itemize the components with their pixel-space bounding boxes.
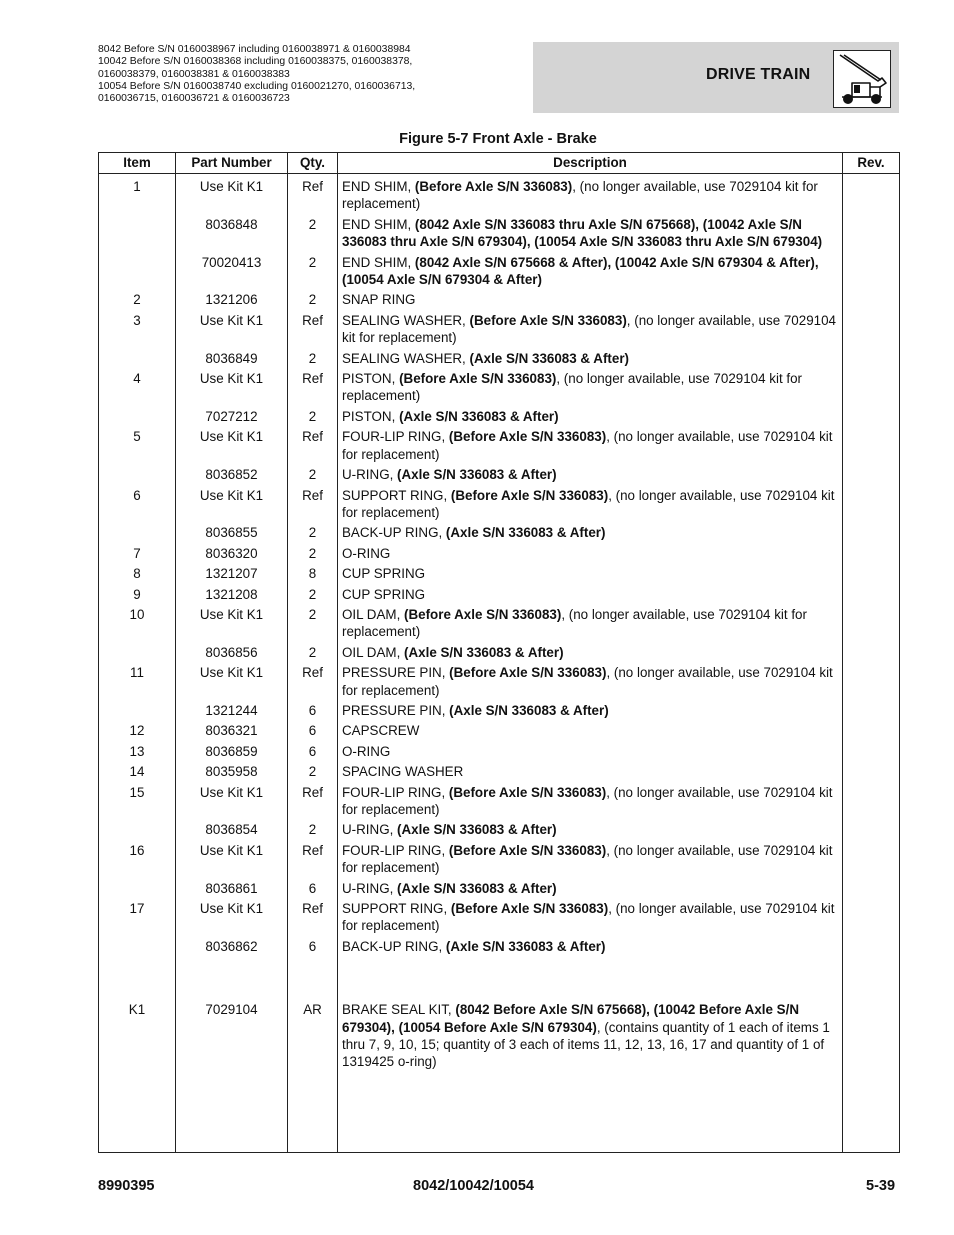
description-text: OIL DAM, — [342, 606, 405, 622]
qty-cell: 2 — [288, 407, 338, 427]
part-number-cell: Use Kit K1 — [176, 174, 288, 215]
qty-cell: Ref — [288, 899, 338, 937]
description-applicability: (Before Axle S/N 336083) — [448, 784, 607, 800]
description-cell — [338, 544, 843, 564]
qty-cell: 2 — [288, 544, 338, 564]
item-cell — [99, 253, 176, 291]
rev-cell — [843, 427, 900, 465]
rev-cell — [843, 311, 900, 349]
item-cell: 13 — [99, 742, 176, 762]
description-note: , (no longer available, use 7029104 kit for replacement) — [342, 312, 836, 346]
part-number-cell: 1321206 — [176, 290, 288, 310]
table-row — [99, 465, 900, 485]
qty-cell: Ref — [288, 369, 338, 407]
description-text: PISTON, — [342, 371, 400, 387]
description-text: BACK-UP RING, — [342, 525, 446, 541]
description-cell — [338, 349, 843, 369]
applicability-line: 10054 Before S/N 0160038740 excluding 0160021270, 0160036713, — [98, 80, 416, 92]
rev-cell — [843, 643, 900, 663]
item-cell — [99, 937, 176, 957]
description-note: , (no longer available, use 7029104 kit for replacement) — [342, 606, 807, 640]
qty-cell: 2 — [288, 253, 338, 291]
item-cell — [99, 349, 176, 369]
description-applicability: (Axle S/N 336083 & After) — [404, 644, 564, 660]
description-text: PRESSURE PIN, — [342, 702, 450, 718]
part-number-cell: Use Kit K1 — [176, 486, 288, 524]
table-row — [99, 1000, 900, 1073]
description-text: SNAP RING — [342, 292, 416, 308]
part-number-cell: 70020413 — [176, 253, 288, 291]
rev-cell — [843, 937, 900, 957]
item-cell: 3 — [99, 311, 176, 349]
rev-cell — [843, 174, 900, 215]
item-cell — [99, 701, 176, 721]
table-row — [99, 523, 900, 543]
rev-cell — [843, 605, 900, 643]
rev-cell — [843, 349, 900, 369]
part-number-cell: 8036859 — [176, 742, 288, 762]
description-text: CAPSCREW — [342, 723, 420, 739]
description-cell — [338, 215, 843, 253]
qty-cell: 6 — [288, 879, 338, 899]
column-header-rev: Rev. — [843, 153, 900, 174]
description-applicability: (Axle S/N 336083 & After) — [445, 938, 606, 954]
spacer-cell — [176, 957, 288, 1000]
part-number-cell: 8036848 — [176, 215, 288, 253]
description-applicability: (Axle S/N 336083 & After) — [399, 408, 559, 424]
footer-doc-number: 8990395 — [98, 1178, 155, 1194]
section-title: DRIVE TRAIN — [706, 66, 811, 83]
part-number-cell: Use Kit K1 — [176, 311, 288, 349]
description-text: O-RING — [342, 545, 391, 561]
description-cell — [338, 721, 843, 741]
applicability-line: 8042 Before S/N 0160038967 including 0160038971 & 0160038984 — [98, 44, 411, 55]
qty-cell: 2 — [288, 820, 338, 840]
qty-cell: 6 — [288, 701, 338, 721]
description-text: END SHIM, — [342, 216, 415, 232]
description-text: CUP SPRING — [342, 586, 426, 602]
table-row — [99, 290, 900, 310]
filler-row — [99, 1073, 900, 1153]
description-applicability: (Before Axle S/N 336083) — [448, 842, 607, 858]
description-cell — [338, 407, 843, 427]
rev-cell — [843, 783, 900, 821]
rev-cell — [843, 253, 900, 291]
parts-table-body — [99, 174, 900, 1153]
description-applicability: (8042 Axle S/N 336083 thru Axle S/N 675668), (10042 Axle S/N 336083 thru Axle S/N 679304), (10054 Axle S/N 336083 thru Axle S/N 679304) — [342, 216, 823, 250]
rev-cell — [843, 544, 900, 564]
table-row — [99, 311, 900, 349]
description-cell — [338, 762, 843, 782]
table-row — [99, 605, 900, 643]
description-text: U-RING, — [342, 822, 398, 838]
table-row — [99, 701, 900, 721]
item-cell — [99, 523, 176, 543]
part-number-cell: 7029104 — [176, 1000, 288, 1073]
part-number-cell: 8036852 — [176, 465, 288, 485]
rev-cell — [843, 564, 900, 584]
part-number-cell: 8036849 — [176, 349, 288, 369]
column-header-description: Description — [338, 153, 843, 174]
description-applicability: (Axle S/N 336083 & After) — [449, 702, 609, 718]
part-number-cell: 7027212 — [176, 407, 288, 427]
part-number-cell: Use Kit K1 — [176, 369, 288, 407]
spacer-cell — [99, 957, 176, 1000]
description-cell — [338, 311, 843, 349]
item-cell: 16 — [99, 841, 176, 879]
part-number-cell: Use Kit K1 — [176, 841, 288, 879]
rev-cell — [843, 486, 900, 524]
description-applicability: (Before Axle S/N 336083) — [449, 665, 607, 681]
rev-cell — [843, 407, 900, 427]
description-applicability: (Before Axle S/N 336083) — [399, 371, 557, 387]
applicability-block — [98, 44, 518, 105]
qty-cell: 2 — [288, 585, 338, 605]
description-text: SUPPORT RING, — [342, 901, 451, 917]
description-cell — [338, 253, 843, 291]
item-cell — [99, 215, 176, 253]
table-row — [99, 174, 900, 215]
part-number-cell: Use Kit K1 — [176, 783, 288, 821]
item-cell: 8 — [99, 564, 176, 584]
table-row — [99, 427, 900, 465]
description-cell — [338, 742, 843, 762]
description-note: , (no longer available, use 7029104 kit for replacement) — [342, 784, 833, 817]
table-row — [99, 486, 900, 524]
description-cell — [338, 899, 843, 937]
table-row — [99, 879, 900, 899]
item-cell: 11 — [99, 663, 176, 701]
description-note: , (no longer available, use 7029104 kit for replacement) — [342, 371, 803, 404]
qty-cell: Ref — [288, 663, 338, 701]
description-text: OIL DAM, — [342, 644, 405, 660]
description-note: , (no longer available, use 7029104 kit for replacement) — [342, 487, 835, 520]
rev-cell — [843, 369, 900, 407]
item-cell: K1 — [99, 1000, 176, 1073]
qty-cell: 6 — [288, 742, 338, 762]
description-applicability: (Before Axle S/N 336083) — [448, 429, 607, 445]
footer-page-number: 5-39 — [866, 1178, 896, 1194]
item-cell: 6 — [99, 486, 176, 524]
column-header-part-number: Part Number — [176, 153, 288, 174]
qty-cell: Ref — [288, 311, 338, 349]
applicability-line: 0160036715, 0160036721 & 0160036723 — [98, 93, 290, 105]
qty-cell: 2 — [288, 215, 338, 253]
column-header-qty: Qty. — [288, 153, 338, 174]
part-number-cell: 8036862 — [176, 937, 288, 957]
part-number-cell: 8035958 — [176, 762, 288, 782]
description-applicability: (Before Axle S/N 336083) — [414, 179, 573, 194]
item-cell: 12 — [99, 721, 176, 741]
item-cell: 14 — [99, 762, 176, 782]
table-row — [99, 937, 900, 957]
description-applicability: (Axle S/N 336083 & After) — [397, 822, 557, 838]
part-number-cell: 8036321 — [176, 721, 288, 741]
filler-cell — [99, 1073, 176, 1153]
description-cell — [338, 564, 843, 584]
description-applicability: (Axle S/N 336083 & After) — [469, 350, 630, 366]
item-cell — [99, 820, 176, 840]
qty-cell: Ref — [288, 841, 338, 879]
qty-cell: AR — [288, 1000, 338, 1073]
description-text: U-RING, — [342, 467, 398, 483]
filler-cell — [843, 1073, 900, 1153]
qty-cell: 2 — [288, 605, 338, 643]
part-number-cell: 8036861 — [176, 879, 288, 899]
description-cell — [338, 841, 843, 879]
table-row — [99, 899, 900, 937]
table-row — [99, 643, 900, 663]
rev-cell — [843, 585, 900, 605]
rev-cell — [843, 899, 900, 937]
rev-cell — [843, 721, 900, 741]
part-number-cell: 1321244 — [176, 701, 288, 721]
rev-cell — [843, 841, 900, 879]
column-header-item: Item — [99, 153, 176, 174]
qty-cell: 2 — [288, 290, 338, 310]
item-cell: 10 — [99, 605, 176, 643]
item-cell: 15 — [99, 783, 176, 821]
description-text: BACK-UP RING, — [342, 938, 446, 954]
table-row — [99, 407, 900, 427]
description-note: , (no longer available, use 7029104 kit for replacement) — [342, 179, 818, 212]
applicability-line: 0160038379, 0160038381 & 0160038383 — [98, 68, 290, 80]
description-applicability: (Before Axle S/N 336083) — [450, 487, 609, 503]
description-note: , (no longer available, use 7029104 kit for replacement) — [342, 842, 833, 876]
description-note: , (no longer available, use 7029104 kit for replacement) — [342, 665, 833, 698]
description-cell — [338, 605, 843, 643]
filler-cell — [338, 1073, 843, 1153]
telehandler-icon — [833, 50, 891, 108]
qty-cell: Ref — [288, 486, 338, 524]
description-applicability: (Axle S/N 336083 & After) — [397, 467, 557, 483]
description-applicability: (8042 Axle S/N 675668 & After), (10042 Axle S/N 679304 & After), (10054 Axle S/N 679304 & After) — [342, 254, 819, 288]
item-cell: 17 — [99, 899, 176, 937]
filler-cell — [288, 1073, 338, 1153]
rev-cell — [843, 701, 900, 721]
description-text: SPACING WASHER — [342, 764, 464, 780]
description-text: SEALING WASHER, — [342, 350, 470, 366]
description-text: FOUR-LIP RING, — [342, 429, 449, 445]
applicability-line: 10042 Before S/N 0160038368 including 0160038375, 0160038378, — [98, 56, 413, 68]
table-row — [99, 253, 900, 291]
qty-cell: 8 — [288, 564, 338, 584]
description-text: BRAKE SEAL KIT, — [342, 1002, 456, 1018]
description-cell — [338, 369, 843, 407]
description-applicability: (Axle S/N 336083 & After) — [445, 525, 606, 541]
table-row — [99, 820, 900, 840]
table-row — [99, 215, 900, 253]
table-row — [99, 349, 900, 369]
qty-cell: 2 — [288, 349, 338, 369]
part-number-cell: Use Kit K1 — [176, 605, 288, 643]
rev-cell — [843, 523, 900, 543]
item-cell: 4 — [99, 369, 176, 407]
part-number-cell: 1321208 — [176, 585, 288, 605]
description-cell — [338, 585, 843, 605]
description-text: CUP SPRING — [342, 566, 426, 582]
description-cell — [338, 937, 843, 957]
spacer-cell — [843, 957, 900, 1000]
rev-cell — [843, 1000, 900, 1073]
description-applicability: (Before Axle S/N 336083) — [404, 606, 562, 622]
qty-cell: Ref — [288, 174, 338, 215]
part-number-cell: 8036320 — [176, 544, 288, 564]
table-row — [99, 721, 900, 741]
item-cell — [99, 643, 176, 663]
rev-cell — [843, 215, 900, 253]
description-applicability: (Before Axle S/N 336083) — [450, 901, 609, 917]
table-row — [99, 663, 900, 701]
description-note: , (contains quantity of 1 each of items 1 thru 7, 9, 10, 15; quantity of 3 each of items 11, 12, 13, 16, 17 and quantity of 1 of 1319425 o-ring) — [342, 1019, 830, 1070]
table-row — [99, 544, 900, 564]
qty-cell: 6 — [288, 721, 338, 741]
spacer-cell — [288, 957, 338, 1000]
part-number-cell: Use Kit K1 — [176, 663, 288, 701]
description-text: FOUR-LIP RING, — [342, 842, 449, 858]
item-cell — [99, 465, 176, 485]
table-row — [99, 585, 900, 605]
description-text: O-RING — [342, 743, 391, 759]
part-number-cell: 8036855 — [176, 523, 288, 543]
part-number-cell: 1321207 — [176, 564, 288, 584]
table-row — [99, 841, 900, 879]
item-cell: 9 — [99, 585, 176, 605]
description-cell — [338, 486, 843, 524]
qty-cell: 2 — [288, 762, 338, 782]
description-cell — [338, 523, 843, 543]
description-text: PRESSURE PIN, — [342, 665, 450, 681]
description-cell — [338, 174, 843, 215]
item-cell: 5 — [99, 427, 176, 465]
description-text: FOUR-LIP RING, — [342, 784, 449, 800]
rev-cell — [843, 290, 900, 310]
description-applicability: (8042 Before Axle S/N 675668), (10042 Before Axle S/N 679304), (10054 Before Axle S/N 679304) — [342, 1002, 799, 1035]
qty-cell: 2 — [288, 523, 338, 543]
description-text: SUPPORT RING, — [342, 487, 451, 503]
description-text: SEALING WASHER, — [342, 312, 470, 328]
description-cell — [338, 879, 843, 899]
description-cell — [338, 643, 843, 663]
description-cell — [338, 783, 843, 821]
figure-title: Figure 5-7 Front Axle - Brake — [399, 131, 597, 147]
table-header-row — [99, 153, 900, 174]
rev-cell — [843, 742, 900, 762]
table-row — [99, 742, 900, 762]
spacer-cell — [338, 957, 843, 1000]
rev-cell — [843, 820, 900, 840]
description-cell — [338, 290, 843, 310]
qty-cell: Ref — [288, 427, 338, 465]
section-header — [533, 42, 899, 113]
table-row — [99, 783, 900, 821]
item-cell: 7 — [99, 544, 176, 564]
description-cell — [338, 820, 843, 840]
footer-models: 8042/10042/10054 — [413, 1178, 534, 1194]
item-cell — [99, 879, 176, 899]
description-applicability: (Before Axle S/N 336083) — [469, 312, 627, 328]
part-number-cell: Use Kit K1 — [176, 427, 288, 465]
description-text: PISTON, — [342, 408, 400, 424]
description-text: U-RING, — [342, 880, 398, 896]
parts-table — [98, 152, 900, 1153]
table-row — [99, 762, 900, 782]
rev-cell — [843, 663, 900, 701]
qty-cell: Ref — [288, 783, 338, 821]
description-text: END SHIM, — [342, 179, 415, 194]
part-number-cell: 8036856 — [176, 643, 288, 663]
description-note: , (no longer available, use 7029104 kit for replacement) — [342, 901, 835, 934]
item-cell — [99, 407, 176, 427]
description-note: , (no longer available, use 7029104 kit for replacement) — [342, 429, 833, 462]
part-number-cell: Use Kit K1 — [176, 899, 288, 937]
description-cell — [338, 427, 843, 465]
rev-cell — [843, 879, 900, 899]
spacer-row — [99, 957, 900, 1000]
description-text: END SHIM, — [342, 254, 415, 270]
description-cell — [338, 701, 843, 721]
item-cell: 2 — [99, 290, 176, 310]
description-applicability: (Axle S/N 336083 & After) — [397, 880, 557, 896]
rev-cell — [843, 762, 900, 782]
description-cell — [338, 1000, 843, 1073]
qty-cell: 2 — [288, 643, 338, 663]
rev-cell — [843, 465, 900, 485]
filler-cell — [176, 1073, 288, 1153]
table-row — [99, 369, 900, 407]
item-cell: 1 — [99, 174, 176, 215]
qty-cell: 6 — [288, 937, 338, 957]
part-number-cell: 8036854 — [176, 820, 288, 840]
table-row — [99, 564, 900, 584]
description-cell — [338, 465, 843, 485]
qty-cell: 2 — [288, 465, 338, 485]
description-cell — [338, 663, 843, 701]
